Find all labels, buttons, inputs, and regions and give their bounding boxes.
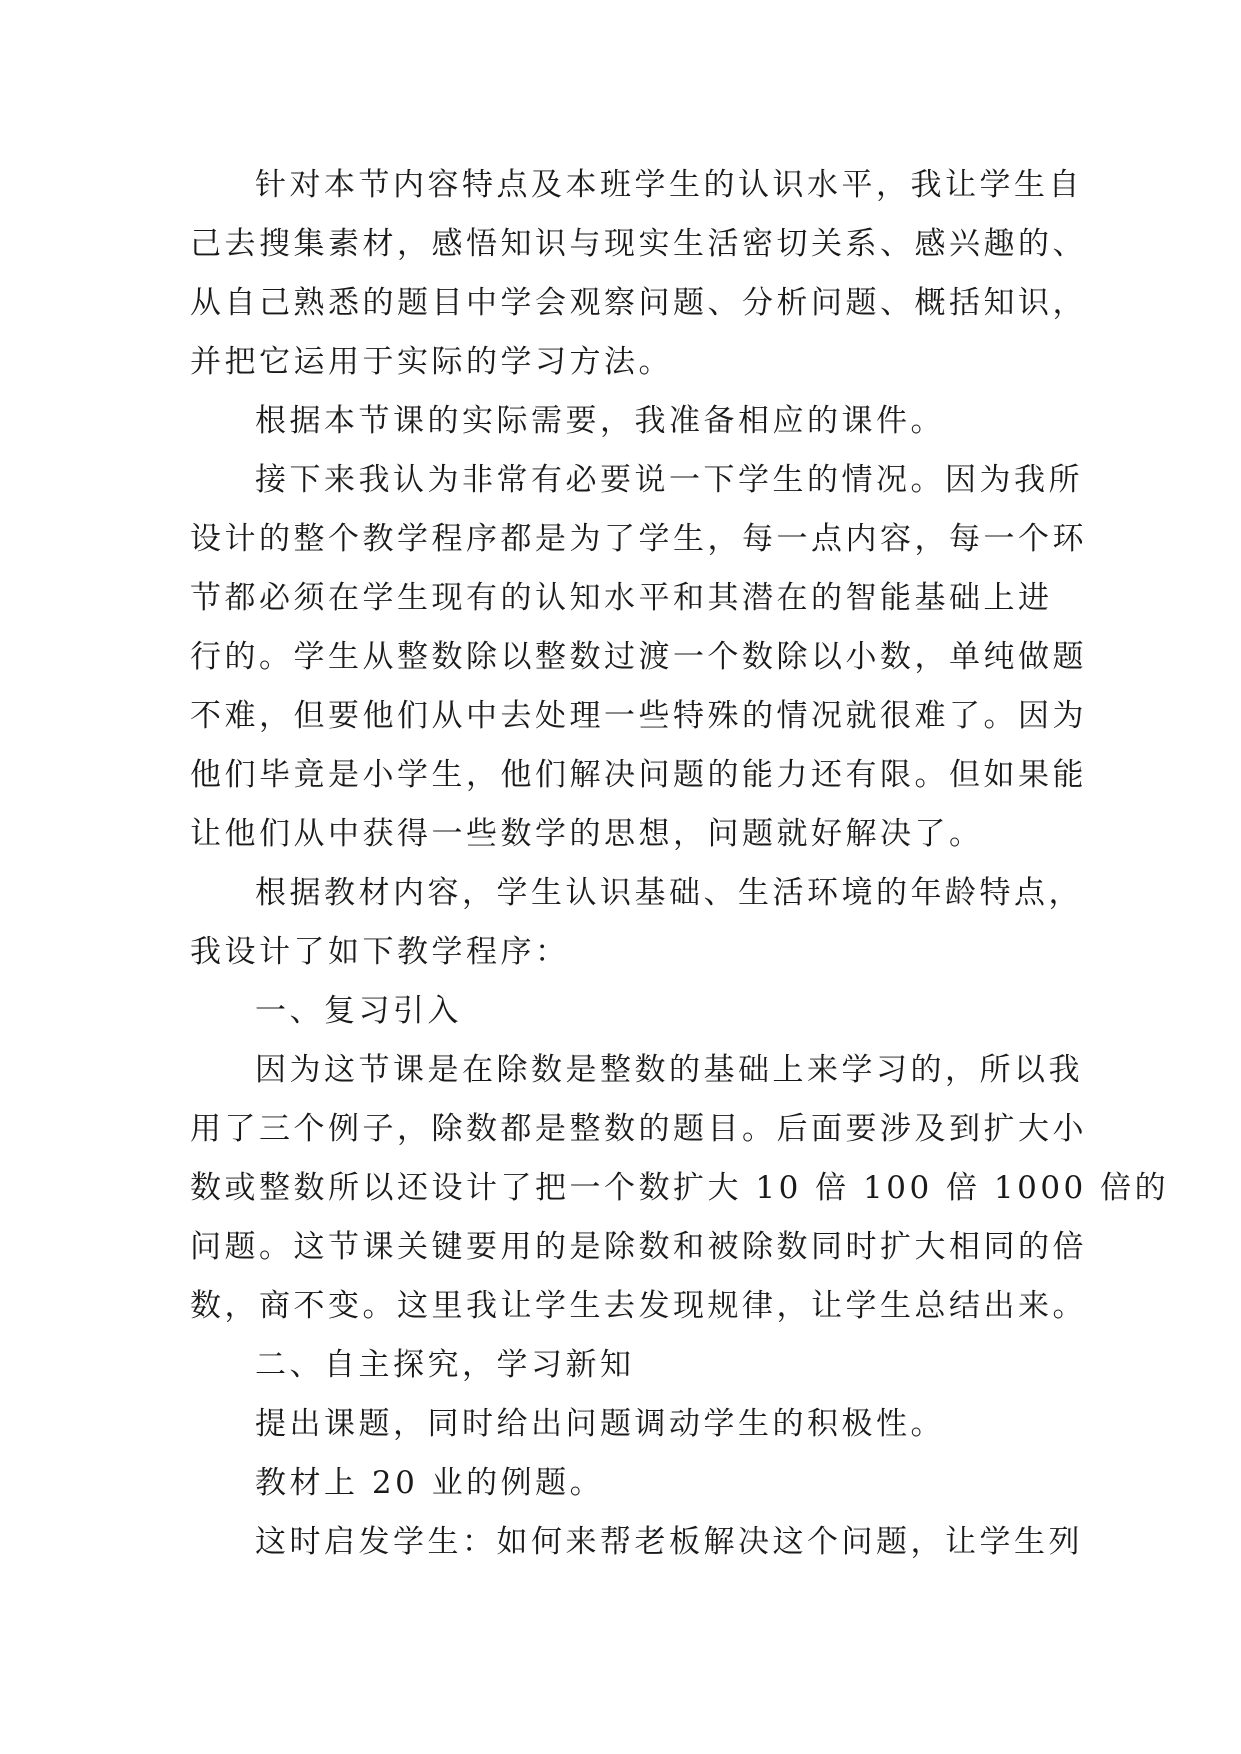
text-line: 让他们从中获得一些数学的思想，问题就好解决了。 [190, 816, 984, 852]
text-line: 因为这节课是在除数是整数的基础上来学习的，所以我 [255, 1052, 1083, 1088]
text-line: 针对本节内容特点及本班学生的认识水平，我让学生自 [255, 167, 1083, 203]
text-line: 行的。学生从整数除以整数过渡一个数除以小数，单纯做题 [190, 639, 1087, 675]
text-line: 提出课题，同时给出问题调动学生的积极性。 [255, 1406, 945, 1442]
text-line: 己去搜集素材，感悟知识与现实生活密切关系、感兴趣的、 [190, 226, 1087, 262]
text-line: 从自己熟悉的题目中学会观察问题、分析问题、概括知识， [190, 285, 1087, 321]
text-line: 用了三个例子，除数都是整数的题目。后面要涉及到扩大小 [190, 1111, 1087, 1147]
text-line: 节都必须在学生现有的认知水平和其潜在的智能基础上进 [190, 580, 1053, 616]
text-line: 不难，但要他们从中去处理一些特殊的情况就很难了。因为 [190, 698, 1087, 734]
text-line: 接下来我认为非常有必要说一下学生的情况。因为我所 [255, 462, 1083, 498]
text-line: 这时启发学生：如何来帮老板解决这个问题，让学生列 [255, 1524, 1083, 1560]
text-line: 数，商不变。这里我让学生去发现规律，让学生总结出来。 [190, 1288, 1087, 1324]
text-line: 设计的整个教学程序都是为了学生，每一点内容，每一个环 [190, 521, 1087, 557]
text-line: 教材上 20 业的例题。 [255, 1465, 605, 1501]
section-heading: 一、复习引入 [255, 993, 462, 1029]
text-line: 根据本节课的实际需要，我准备相应的课件。 [255, 403, 945, 439]
text-line: 数或整数所以还设计了把一个数扩大 10 倍 100 倍 1000 倍的 [190, 1170, 1170, 1206]
section-heading: 二、自主探究，学习新知 [255, 1347, 635, 1383]
text-line: 并把它运用于实际的学习方法。 [190, 344, 673, 380]
text-line: 我设计了如下教学程序： [190, 934, 570, 970]
text-line: 根据教材内容，学生认识基础、生活环境的年龄特点， [255, 875, 1083, 911]
text-line: 问题。这节课关键要用的是除数和被除数同时扩大相同的倍 [190, 1229, 1087, 1265]
text-line: 他们毕竟是小学生，他们解决问题的能力还有限。但如果能 [190, 757, 1087, 793]
